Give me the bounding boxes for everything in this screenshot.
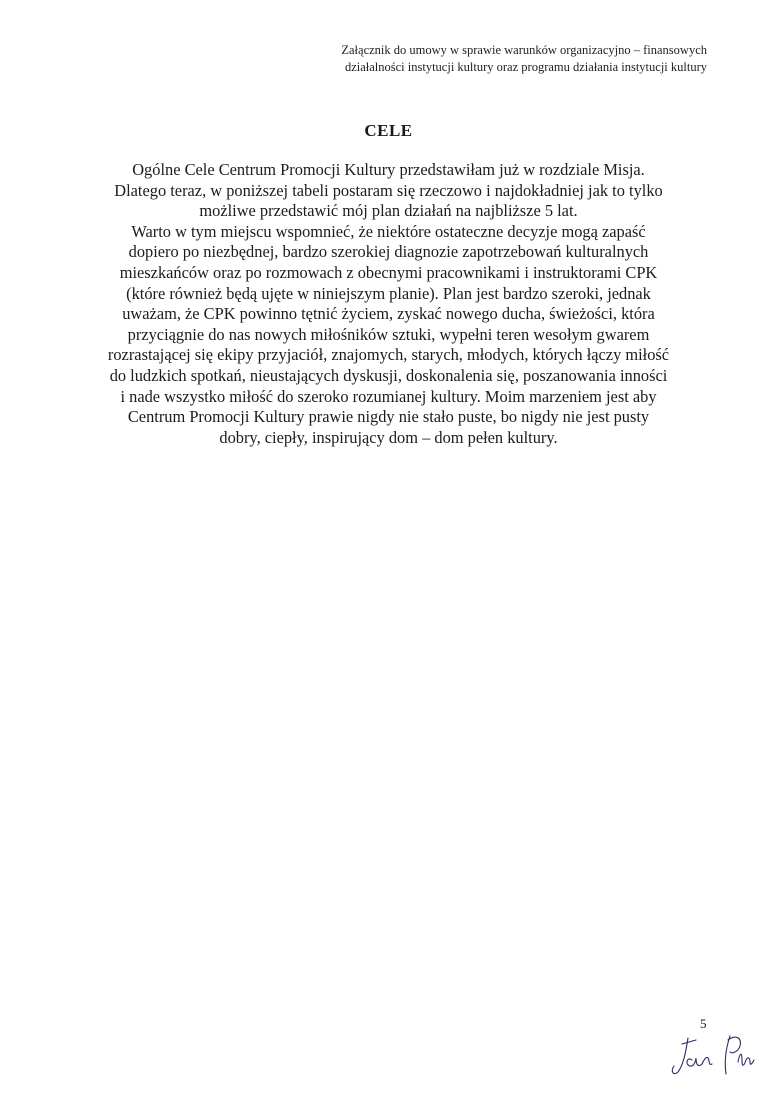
body-line: Dlatego teraz, w poniższej tabeli postaram się rzeczowo i najdokładniej jak to tylko [114, 180, 663, 200]
body-line: przyciągnie do nas nowych miłośników sztuki, wypełni teren wesołym gwarem [127, 324, 650, 344]
body-line: Ogólne Cele Centrum Promocji Kultury przedstawiłam już w rozdziale Misja. [132, 160, 645, 179]
header-line-2: działalności instytucji kultury oraz programu działania instytucji kultury [344, 60, 707, 74]
page-title: CELE [364, 121, 413, 140]
header-line-1: Załącznik do umowy w sprawie warunków organizacyjno – finansowych [341, 43, 707, 57]
body-line: do ludzkich spotkań, nieustających dyskusji, doskonalenia się, poszanowania inności [109, 365, 668, 385]
body-line: Warto w tym miejscu wspomnieć, że niektóre ostateczne decyzje mogą zapaść [131, 221, 646, 241]
body-line: (które również będą ujęte w niniejszym planie). Plan jest bardzo szeroki, jednak [126, 283, 651, 303]
page-number: 5 [700, 1016, 707, 1031]
document-header [341, 42, 707, 76]
body-line: dobry, ciepły, inspirujący dom – dom pełen kultury. [219, 427, 558, 447]
body-line: i nade wszystko miłość do szeroko rozumianej kultury. Moim marzeniem jest aby [120, 386, 657, 406]
signature-icon [668, 1030, 758, 1080]
body-line: mieszkańców oraz po rozmowach z obecnymi pracownikami i instruktorami CPK [119, 262, 658, 282]
body-paragraph [70, 160, 707, 448]
body-line: rozrastającej się ekipy przyjaciół, znajomych, starych, młodych, których łączy miłość [107, 345, 670, 365]
body-line: uważam, że CPK powinno tętnić życiem, zyskać nowego ducha, świeżości, która [122, 304, 655, 324]
body-line: dopiero po niezbędnej, bardzo szerokiej diagnozie zapotrzebowań kulturalnych [128, 242, 649, 262]
body-line: Centrum Promocji Kultury prawie nigdy nie stało puste, bo nigdy nie jest pusty [127, 407, 650, 427]
body-line: możliwe przedstawić mój plan działań na najbliższe 5 lat. [199, 201, 578, 221]
handwritten-signature [668, 1030, 758, 1085]
